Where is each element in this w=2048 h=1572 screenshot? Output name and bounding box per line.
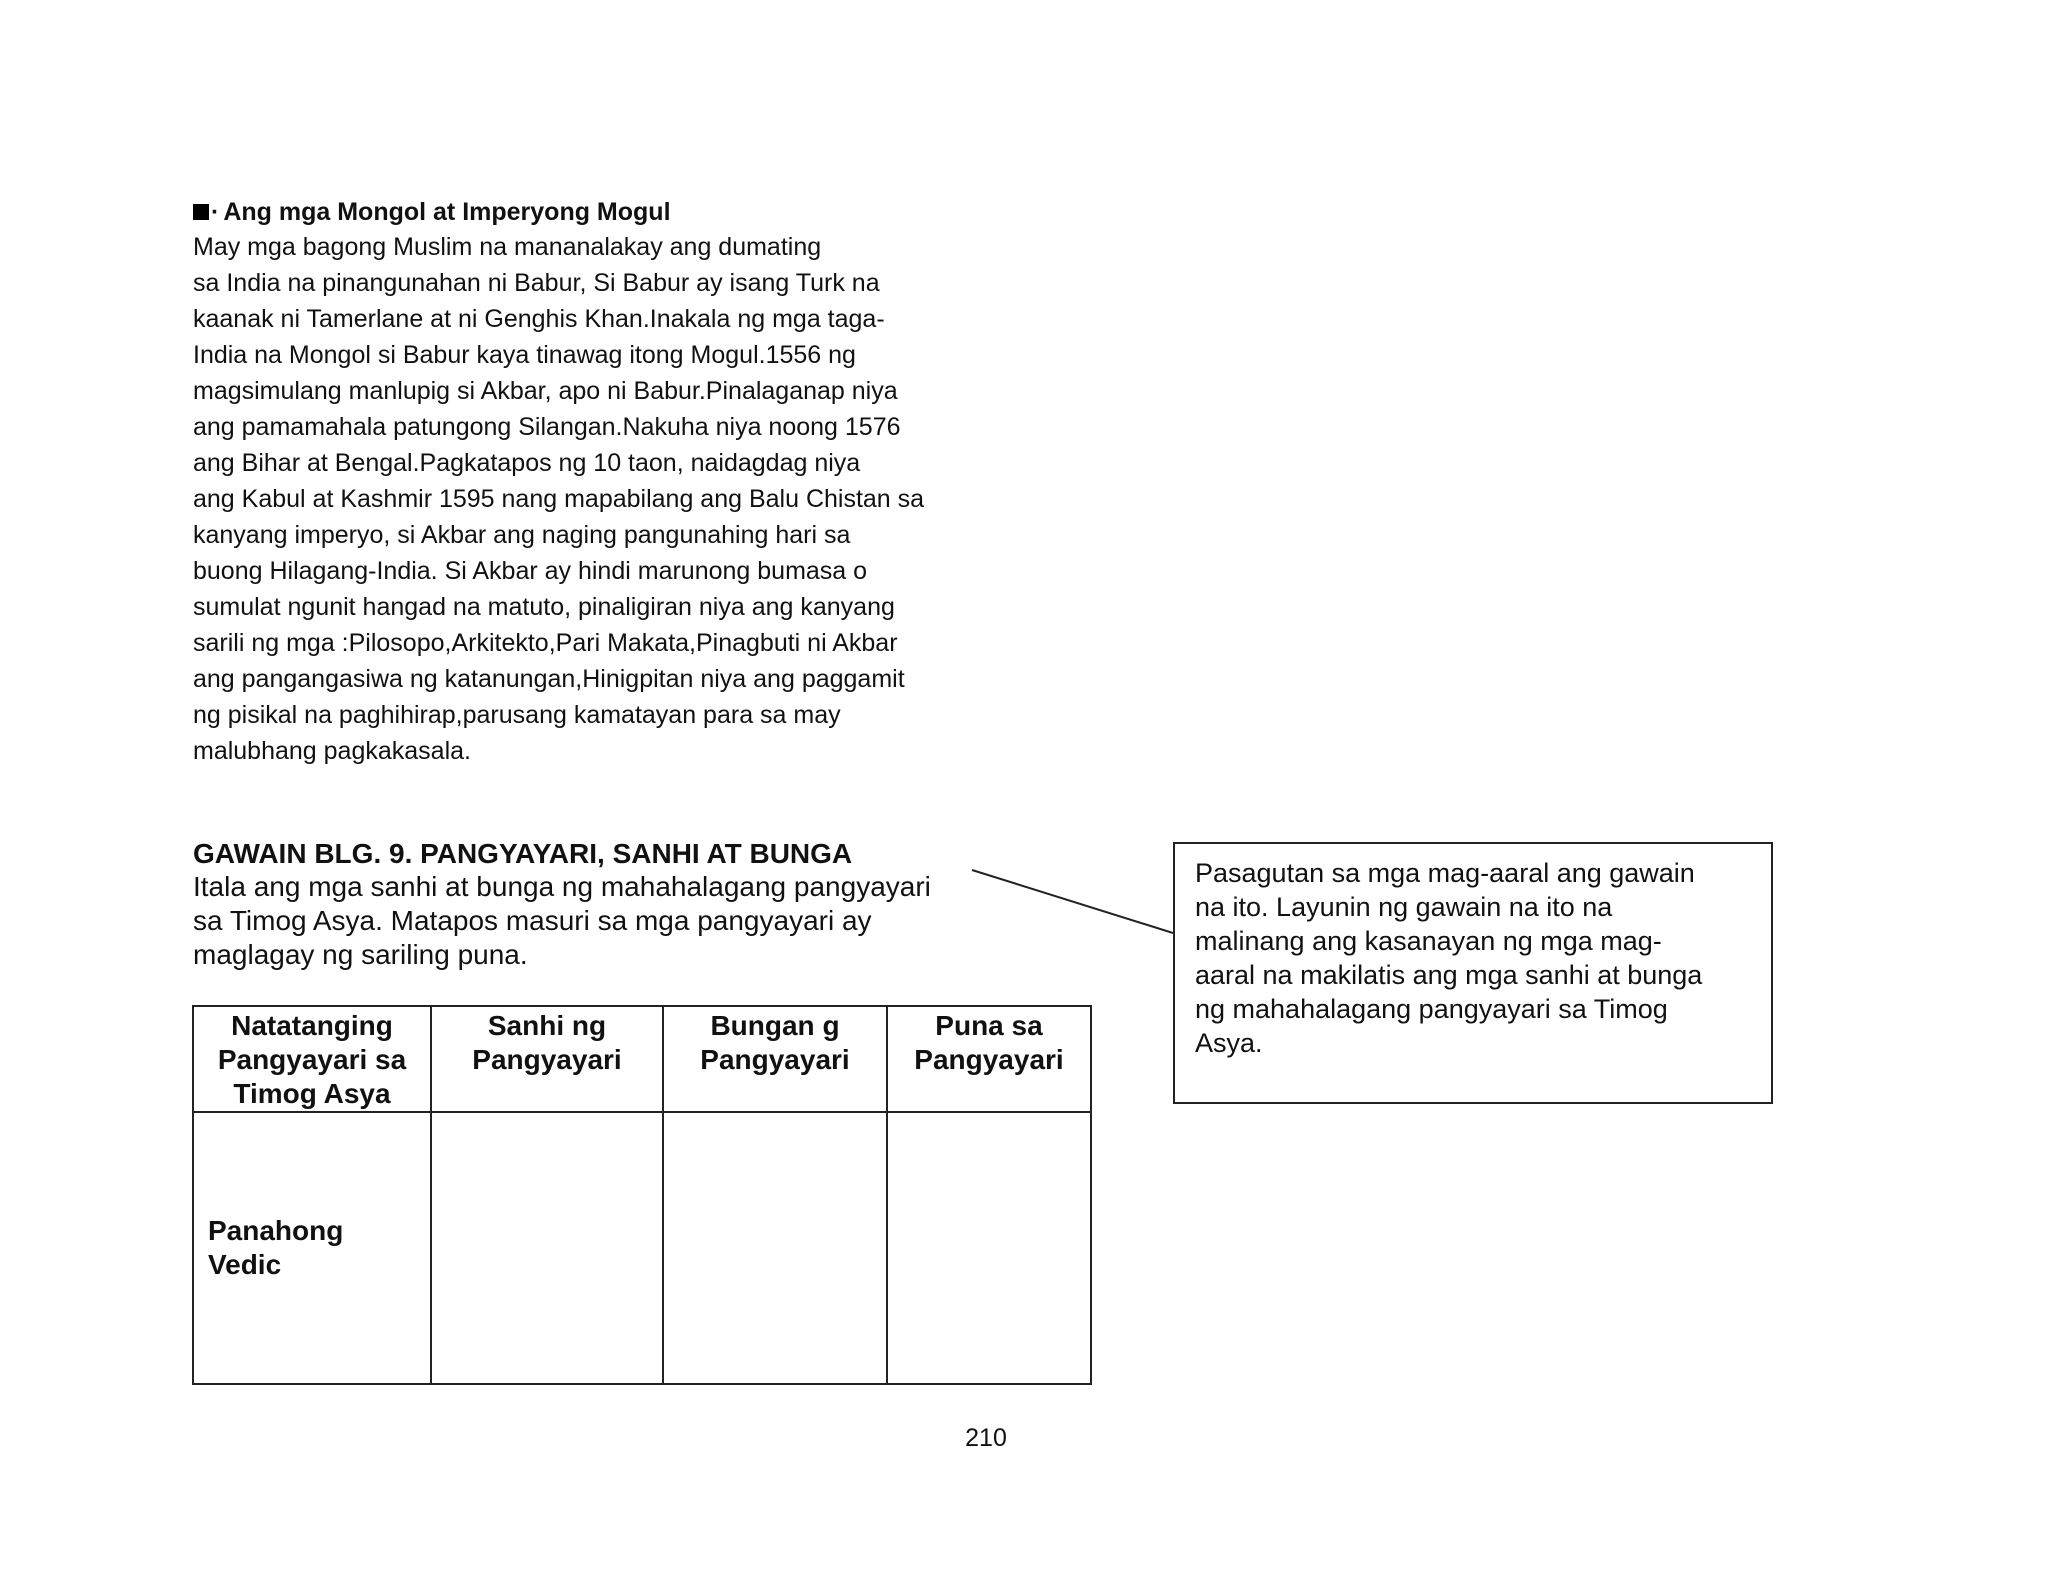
- header-bunga: [663, 1006, 887, 1112]
- instruction-line: Itala ang mga sanhi at bunga ng mahahalagang pangyayari: [193, 871, 931, 902]
- header-line: Timog Asya: [233, 1078, 391, 1109]
- body-line: ang pangangasiwa ng katanungan,Hinigpitan niya ang paggamit: [193, 665, 905, 693]
- activity-title: GAWAIN BLG. 9. PANGYAYARI, SANHI AT BUNGA: [193, 838, 853, 869]
- row-label-line: Vedic: [208, 1249, 282, 1280]
- body-line: kaanak ni Tamerlane at ni Genghis Khan.Inakala ng mga taga-: [193, 305, 885, 333]
- table-header-row: [193, 1006, 1091, 1112]
- body-line: ang Kabul at Kashmir 1595 nang mapabilang ang Balu Chistan sa: [193, 485, 925, 513]
- header-line: Bungan g: [710, 1010, 840, 1041]
- header-line: Pangyayari: [700, 1044, 850, 1075]
- instruction-line: maglagay ng sariling puna.: [193, 939, 528, 970]
- body-line: sumulat ngunit hangad na matuto, pinaligiran niya ang kanyang: [193, 593, 895, 621]
- note-line: Asya.: [1195, 1028, 1263, 1058]
- body-line: buong Hilagang-India. Si Akbar ay hindi marunong bumasa o: [193, 557, 868, 585]
- answer-cell-bunga[interactable]: [663, 1112, 887, 1384]
- body-line: malubhang pagkakasala.: [193, 737, 471, 765]
- note-line: na ito. Layunin ng gawain na ito na: [1195, 892, 1613, 922]
- activity-table: [192, 1005, 1092, 1385]
- body-line: ang Bihar at Bengal.Pagkatapos ng 10 taon, naidagdag niya: [193, 449, 861, 477]
- activity-instructions: [193, 870, 931, 972]
- note-line: Pasagutan sa mga mag-aaral ang gawain: [1195, 858, 1695, 888]
- teacher-note-box: [1173, 842, 1773, 1104]
- instruction-line: sa Timog Asya. Matapos masuri sa mga pangyayari ay: [193, 905, 872, 936]
- header-natatanging-pangyayari: [193, 1006, 431, 1112]
- header-puna: [887, 1006, 1091, 1112]
- answer-cell-puna[interactable]: [887, 1112, 1091, 1384]
- note-line: aaral na makilatis ang mga sanhi at bunga: [1195, 960, 1703, 990]
- row-label-line: Panahong: [208, 1215, 344, 1246]
- body-line: kanyang imperyo, si Akbar ang naging pangunahing hari sa: [193, 521, 851, 549]
- body-line: May mga bagong Muslim na mananalakay ang dumating: [193, 233, 822, 261]
- square-bullet-icon: [193, 204, 209, 220]
- body-line: ng pisikal na paghihirap,parusang kamatayan para sa may: [193, 701, 841, 729]
- row-label-panahong-vedic: [193, 1112, 431, 1384]
- note-line: ng mahahalagang pangyayari sa Timog: [1195, 994, 1668, 1024]
- header-line: Pangyayari: [472, 1044, 622, 1075]
- note-line: malinang ang kasanayan ng mga mag-: [1195, 926, 1662, 956]
- body-line: ang pamamahala patungong Silangan.Nakuha niya noong 1576: [193, 413, 901, 441]
- section-body: [193, 229, 993, 769]
- bullet-dot: ·: [211, 198, 220, 226]
- body-line: India na Mongol si Babur kaya tinawag itong Mogul.1556 ng: [193, 341, 856, 369]
- header-sanhi: [431, 1006, 663, 1112]
- header-line: Pangyayari: [914, 1044, 1064, 1075]
- header-line: Natatanging: [231, 1010, 393, 1041]
- table-row: [193, 1112, 1091, 1384]
- section-title: Ang mga Mongol at Imperyong Mogul: [223, 198, 671, 226]
- answer-cell-sanhi[interactable]: [431, 1112, 663, 1384]
- body-line: sa India na pinangunahan ni Babur, Si Babur ay isang Turk na: [193, 269, 880, 297]
- section-heading: [193, 195, 671, 229]
- body-line: magsimulang manlupig si Akbar, apo ni Babur.Pinalaganap niya: [193, 377, 898, 405]
- page-number: 210: [965, 1424, 1007, 1452]
- body-line: sarili ng mga :Pilosopo,Arkitekto,Pari Makata,Pinagbuti ni Akbar: [193, 629, 898, 657]
- header-line: Puna sa: [935, 1010, 1043, 1041]
- header-line: Pangyayari sa: [217, 1044, 407, 1075]
- header-line: Sanhi ng: [487, 1010, 607, 1041]
